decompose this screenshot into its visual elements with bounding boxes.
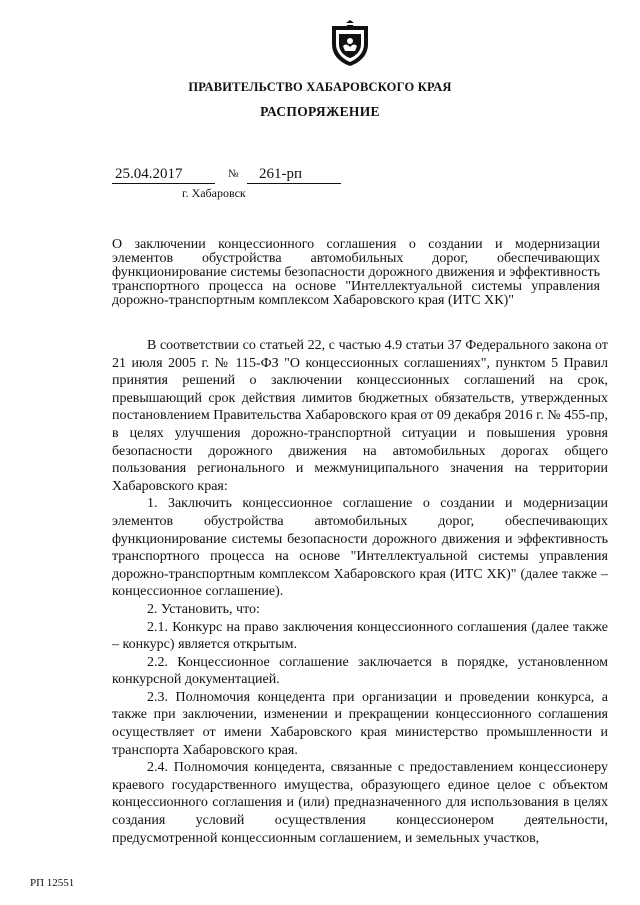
government-title: ПРАВИТЕЛЬСТВО ХАБАРОВСКОГО КРАЯ xyxy=(188,80,452,94)
document-type: РАСПОРЯЖЕНИЕ xyxy=(260,104,380,119)
clause-2-4: 2.4. Полномочия концедента, связанные с предоставлением концессионеру краевого государственного имущества, образующего единое целое с объектом концессионного соглашения и (или) предназначенного для использования в целях создания условий осуществления концессионером деятельности, предусмотренной концессионным соглашением, и земельных участков, xyxy=(112,760,608,846)
coat-of-arms-icon xyxy=(326,20,374,68)
issue-city: г. Хабаровск xyxy=(182,186,246,200)
clause-2-2: 2.2. Концессионное соглашение заключается в порядке, установленном конкурсной документацией. xyxy=(112,654,608,688)
preamble-paragraph: В соответствии со статьей 22, с частью 4.9 статьи 37 Федерального закона от 21 июля 2005 г. № 115-ФЗ "О концессионных соглашениях", пунктом 5 Правил принятия решений о заключении концессионных соглашений на срок, превышающий срок действия лимитов бюджетных обязательств, утвержденных постановлением Правительства Хабаровского края от 09 декабря 2016 г. № 455-пр, в целях улучшения дорожно-транспортной ситуации и повышения уровня безопасности дорожного движения на автомобильных дорогах общего пользования регионального и межмуниципального значения на территории Хабаровского края: xyxy=(112,338,608,494)
document-code: РП 12551 xyxy=(30,877,75,889)
order-subject: О заключении концессионного соглашения о создании и модернизации элементов обустройства автомобильных дорог, обеспечивающих функционирование системы безопасности дорожного движения и эффективность транспортного процесса на основе "Интеллектуальной системы управления дорожно-транспортным комплексом Хабаровского края (ИТС ХК)" xyxy=(112,237,600,308)
clause-2-1: 2.1. Конкурс на право заключения концессионного соглашения (далее также – конкурс) является открытым. xyxy=(112,619,608,653)
number-sign: № xyxy=(228,168,239,180)
clause-2-3: 2.3. Полномочия концедента при организации и проведении конкурса, а также при заключении, изменении и прекращении концессионного соглашения осуществляет от имени Хабаровского края министерство промышленности и транспорта Хабаровского края. xyxy=(112,689,608,758)
order-body xyxy=(112,337,608,847)
order-date: 25.04.2017 xyxy=(112,166,215,184)
clause-2: 2. Установить, что: xyxy=(147,601,260,617)
order-number: 261-рп xyxy=(247,166,341,184)
clause-1: 1. Заключить концессионное соглашение о создании и модернизации элементов обустройства автомобильных дорог, обеспечивающих функционирование системы безопасности дорожного движения и эффективность транспортного процесса на основе "Интеллектуальной системы управления дорожно-транспортным комплексом Хабаровского края (ИТС ХК)" (далее также – концессионное соглашение). xyxy=(112,496,608,600)
